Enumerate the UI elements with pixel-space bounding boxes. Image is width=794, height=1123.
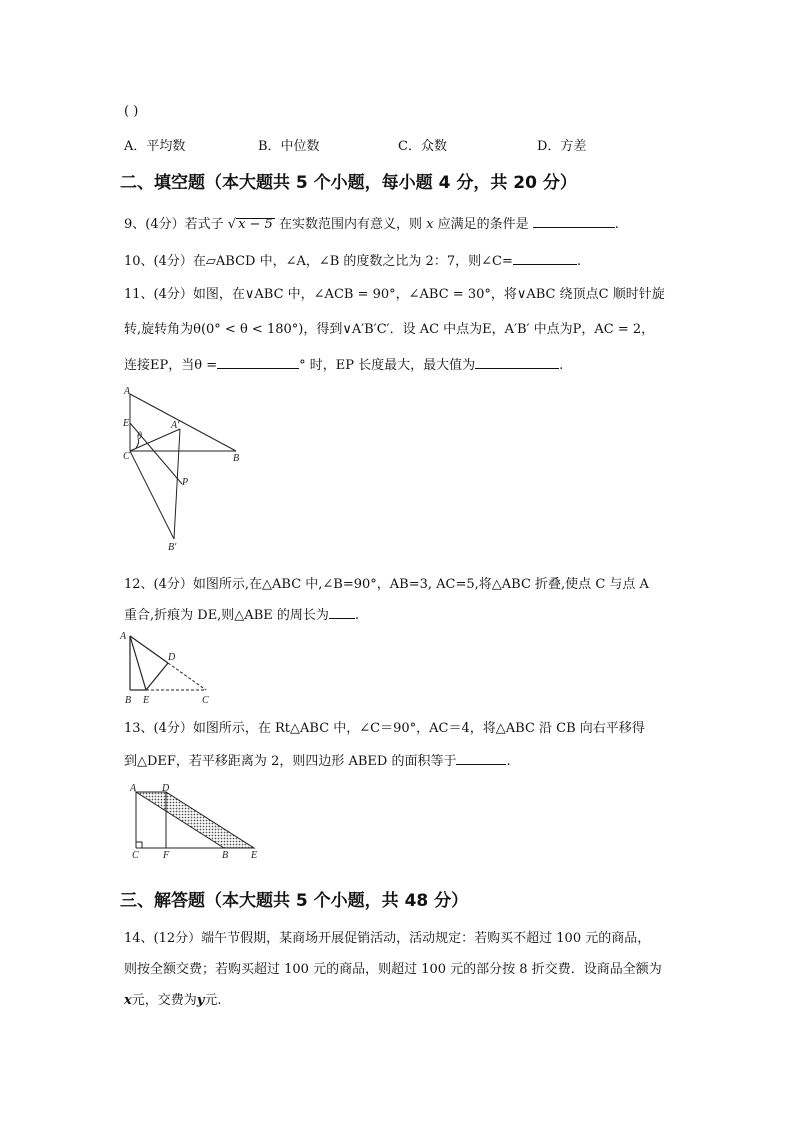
- fig11-label-theta: θ: [137, 431, 142, 442]
- section3-heading: 三、解答题（本大题共 5 个小题，共 48 分）: [120, 891, 469, 911]
- q9-suffix: 应满足的条件是: [437, 217, 529, 232]
- q11-line2: 转,旋转角为θ(0° < θ < 180°)，得到∨A′B′C′．设 AC 中点为E，A′B′ 中点为P，AC = 2，: [124, 322, 655, 337]
- fig13-label-b: B: [222, 850, 229, 861]
- fig12-label-e: E: [143, 695, 150, 706]
- q9-mid: 在实数范围内有意义，则: [278, 217, 422, 232]
- right-angle-mark: [136, 842, 142, 848]
- q12-end: .: [354, 608, 360, 623]
- q9-line: [124, 213, 619, 232]
- q11-line3a: 连接EP，当θ =: [124, 358, 218, 373]
- q13-answer-blank[interactable]: [456, 752, 506, 765]
- q8-option-a: A．平均数: [124, 139, 186, 154]
- q11-line3: [124, 354, 563, 373]
- q14-line3d: 元.: [204, 993, 222, 1008]
- q10-answer-blank[interactable]: [513, 252, 577, 265]
- line-ab: [130, 394, 236, 451]
- q14-line1: 14、(12分）端午节假期，某商场开展促销活动，活动规定：若购买不超过 100 元的商品，: [124, 931, 651, 946]
- q14-line2: 则按全额交费；若购买超过 100 元的商品，则超过 100 元的部分按 8 折交费．设商品全额为: [124, 962, 662, 977]
- fig11-label-e: E: [123, 418, 130, 429]
- q9-prefix: 9、(4分）若式子: [124, 217, 224, 232]
- fig11-label-a-prime: A': [171, 420, 180, 431]
- sqrt-sign: √: [227, 217, 237, 232]
- line-ae: [130, 636, 146, 690]
- q12-line2: [124, 604, 359, 623]
- q14-line3b: 元，交费为: [131, 993, 197, 1008]
- q14-var-x: x: [124, 993, 132, 1008]
- q14-line3: [124, 989, 221, 1008]
- fig11-label-b: B: [233, 453, 240, 464]
- fig12-label-b: B: [125, 695, 132, 706]
- q11-answer-blank-1[interactable]: [217, 356, 299, 369]
- q8-answer-paren: ( ): [124, 104, 139, 119]
- q13-line1: 13、(4分）如图所示，在 Rt△ABC 中，∠C＝90°，AC＝4，将△ABC 沿 CB 向右平移得: [124, 721, 645, 736]
- fig13-label-e: E: [251, 850, 258, 861]
- q9-radicand: x − 5: [238, 217, 273, 232]
- q10-end: .: [576, 254, 581, 269]
- line-a1b1: [174, 429, 180, 539]
- q11-answer-blank-2[interactable]: [475, 356, 559, 369]
- line-dc-dashed: [168, 663, 206, 690]
- fig12-label-d: D: [168, 652, 176, 663]
- q11-figure: [118, 384, 250, 556]
- fig11-label-p: P: [182, 477, 189, 488]
- q10-text: 10、(4分）在▱ABCD 中，∠A，∠B 的度数之比为 2：7，则∠C=: [124, 254, 513, 269]
- q13-figure: [124, 780, 272, 862]
- q8-option-b: B．中位数: [258, 139, 320, 154]
- q13-line2: [124, 750, 511, 769]
- fig11-label-b-prime: B': [168, 542, 177, 553]
- fig12-label-a: A: [120, 631, 127, 642]
- q14-var-y: y: [196, 993, 205, 1008]
- q8-option-c: C．众数: [398, 139, 447, 154]
- line-ad: [130, 636, 168, 663]
- q9-var: x: [426, 217, 434, 232]
- fig13-label-f: F: [163, 850, 170, 861]
- line-ed: [146, 663, 168, 690]
- q9-end: .: [614, 217, 619, 232]
- q9-answer-blank[interactable]: [533, 215, 615, 228]
- section2-heading: 二、填空题（本大题共 5 个小题，每小题 4 分，共 20 分）: [120, 173, 577, 193]
- fig13-label-c: C: [132, 850, 139, 861]
- q11-end: .: [559, 358, 564, 373]
- q11-line3b: ° 时，EP 长度最大，最大值为: [299, 358, 476, 373]
- fig11-label-a: A: [124, 386, 131, 397]
- fig13-label-a: A: [130, 783, 137, 794]
- fig12-label-c: C: [202, 695, 209, 706]
- fig11-label-c: C: [123, 451, 130, 462]
- q12-line1: 12、(4分）如图所示,在△ABC 中,∠B=90°，AB=3, AC=5,将△ABC 折叠,使点 C 与点 A: [124, 577, 649, 592]
- q12-figure: [118, 628, 214, 708]
- q12-line2-text: 重合,折痕为 DE,则△ABE 的周长为: [124, 608, 329, 623]
- q12-answer-blank[interactable]: [329, 606, 355, 619]
- fig13-label-d: D: [162, 783, 170, 794]
- q13-end: .: [506, 754, 511, 769]
- q11-line1: 11、(4分）如图，在∨ABC 中，∠ACB = 90°，∠ABC = 30°，将∨ABC 绕顶点C 顺时针旋: [124, 287, 665, 302]
- q13-line2-text: 到△DEF，若平移距离为 2，则四边形 ABED 的面积等于: [124, 754, 457, 769]
- shaded-parallelogram-abed: [136, 792, 254, 848]
- q8-option-d: D．方差: [537, 139, 587, 154]
- line-cb1: [130, 451, 174, 539]
- q10-line: [124, 250, 581, 269]
